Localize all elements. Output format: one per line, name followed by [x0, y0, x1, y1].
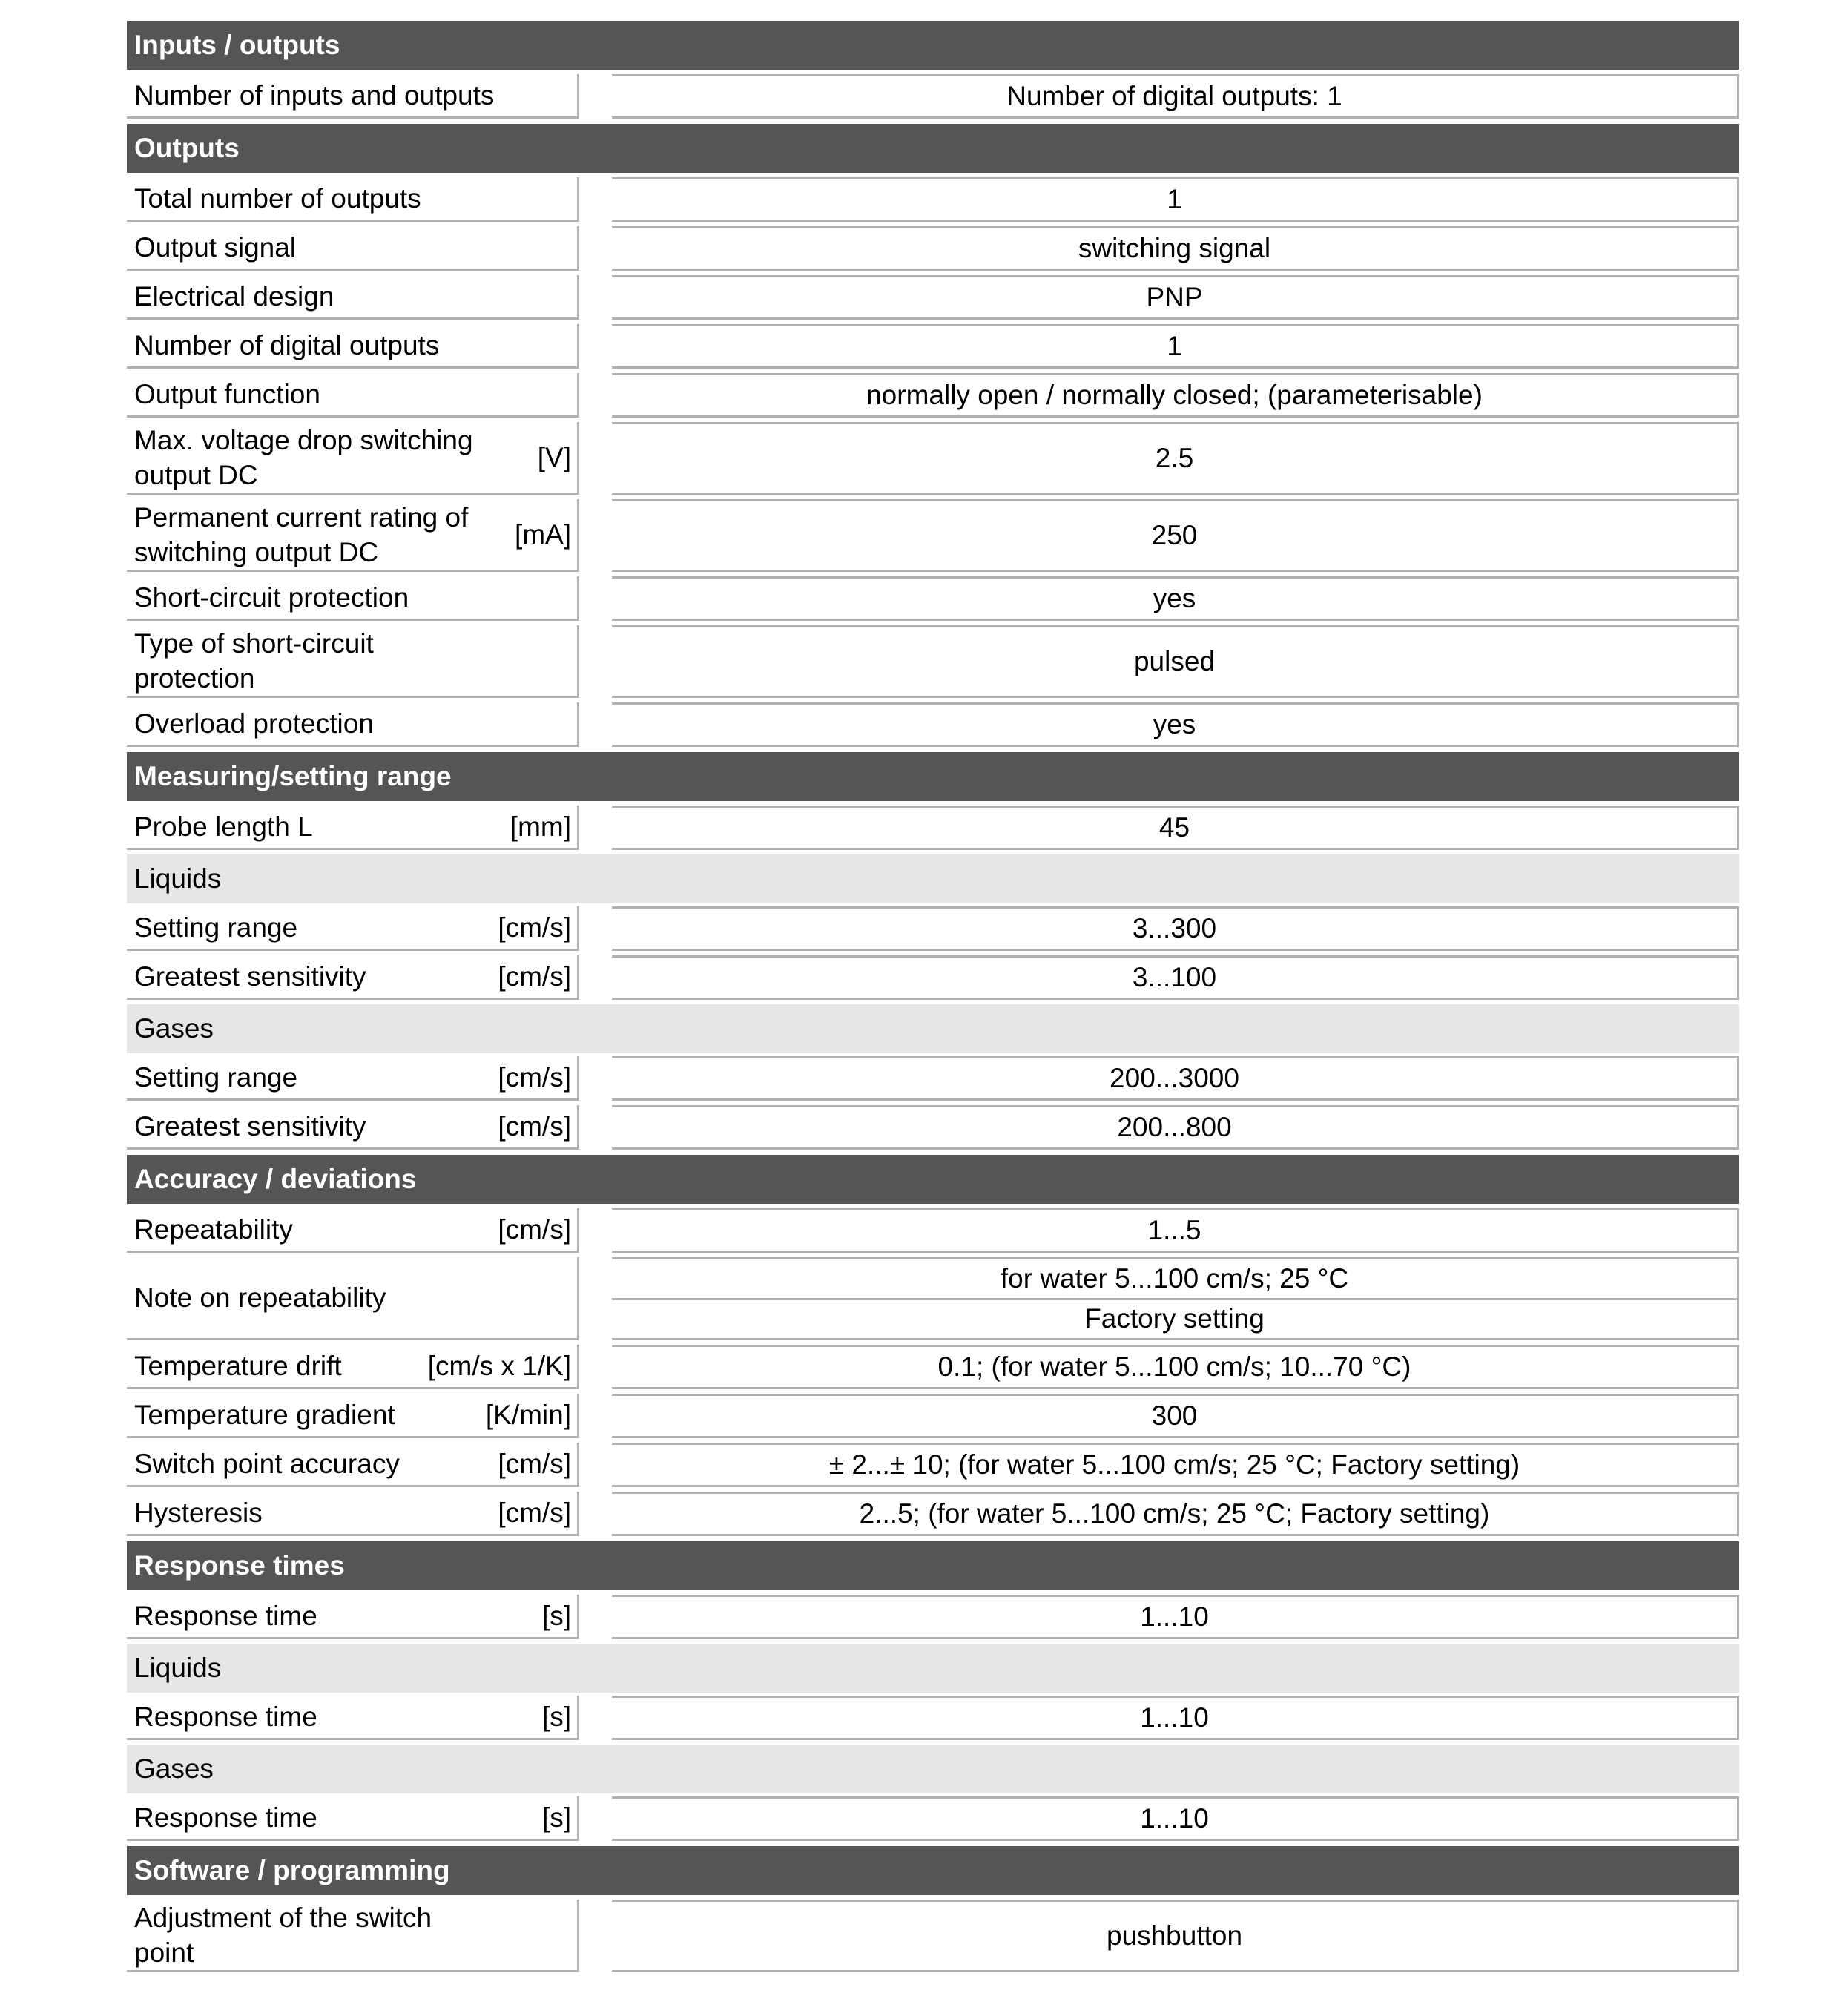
spec-row-liquids-response-time	[127, 1696, 1739, 1740]
spec-unit: [V]	[537, 442, 571, 472]
section-header-response-times: Response times	[127, 1541, 1739, 1590]
spec-row-short-circuit	[127, 576, 1739, 621]
spec-row-gases-response-time	[127, 1796, 1739, 1841]
spec-label: Total number of outputs	[134, 183, 421, 214]
section-header-software: Software / programming	[127, 1846, 1739, 1895]
spec-unit: [cm/s]	[498, 961, 571, 992]
spec-label: Short-circuit protection	[134, 582, 409, 613]
spec-row-output-function	[127, 373, 1739, 418]
spec-label: Note on repeatability	[134, 1282, 386, 1313]
spec-label: Switch point accuracy	[134, 1449, 400, 1479]
spec-value: switching signal	[612, 226, 1739, 271]
spec-label: Adjustment of the switch point	[134, 1902, 432, 1968]
spec-value: 1	[612, 177, 1739, 222]
spec-label: Number of digital outputs	[134, 330, 440, 360]
spec-unit: [mA]	[514, 519, 571, 550]
spec-unit: [K/min]	[485, 1400, 571, 1430]
spec-unit: [s]	[541, 1802, 571, 1833]
spec-value: 2.5	[612, 422, 1739, 495]
spec-row-switch-adjust	[127, 1900, 1739, 1972]
spec-label: Max. voltage drop switching output DC	[134, 424, 473, 490]
spec-value: PNP	[612, 275, 1739, 320]
spec-value: 45	[612, 806, 1739, 850]
spec-value: Factory setting	[612, 1300, 1739, 1341]
spec-unit: [s]	[541, 1702, 571, 1732]
spec-label-cell	[127, 74, 579, 119]
spec-unit: [cm/s]	[498, 1214, 571, 1245]
spec-value: yes	[612, 702, 1739, 747]
spec-row-switch-accuracy	[127, 1443, 1739, 1487]
subheader-liquids: Liquids	[127, 854, 1739, 903]
spec-value: ± 2...± 10; (for water 5...100 cm/s; 25 °C; Factory setting)	[612, 1443, 1739, 1487]
subheader-gases: Gases	[127, 1745, 1739, 1793]
spec-label: Temperature gradient	[134, 1400, 395, 1430]
spec-value: 2...5; (for water 5...100 cm/s; 25 °C; Factory setting)	[612, 1492, 1739, 1536]
spec-row-hysteresis	[127, 1492, 1739, 1536]
section-header-outputs: Outputs	[127, 124, 1739, 173]
spec-row-digital-outputs	[127, 324, 1739, 369]
spec-label: Response time	[134, 1601, 317, 1631]
spec-unit: [cm/s]	[498, 1498, 571, 1528]
spec-value: 250	[612, 499, 1739, 572]
spec-sheet	[127, 21, 1739, 1977]
spec-label: Overload protection	[134, 708, 374, 739]
spec-row-total-outputs	[127, 177, 1739, 222]
spec-value: 0.1; (for water 5...100 cm/s; 10...70 °C)	[612, 1345, 1739, 1389]
spec-row-repeatability-note	[127, 1257, 1739, 1340]
subheader-liquids: Liquids	[127, 1644, 1739, 1693]
spec-value: 1	[612, 324, 1739, 369]
spec-value: 3...100	[612, 955, 1739, 1000]
spec-label: Greatest sensitivity	[134, 961, 366, 992]
spec-unit: [cm/s]	[498, 1111, 571, 1142]
spec-label: Setting range	[134, 912, 298, 943]
spec-value: for water 5...100 cm/s; 25 °C	[612, 1257, 1739, 1300]
spec-value: 3...300	[612, 906, 1739, 951]
spec-row-output-signal	[127, 226, 1739, 271]
spec-label: Setting range	[134, 1062, 298, 1093]
spec-label: Number of inputs and outputs	[134, 80, 495, 111]
section-header-measuring-range: Measuring/setting range	[127, 752, 1739, 801]
spec-label: Hysteresis	[134, 1498, 263, 1528]
spec-label: Probe length L	[134, 811, 313, 842]
subheader-gases: Gases	[127, 1004, 1739, 1053]
spec-unit: [cm/s]	[498, 1449, 571, 1479]
spec-value: 200...800	[612, 1105, 1739, 1150]
spec-value: 1...10	[612, 1796, 1739, 1841]
spec-row-voltage-drop	[127, 422, 1739, 495]
spec-label: Output signal	[134, 232, 297, 263]
spec-row-gases-setting-range	[127, 1056, 1739, 1101]
spec-unit: [cm/s]	[498, 1062, 571, 1093]
spec-value: yes	[612, 576, 1739, 621]
spec-value: 300	[612, 1394, 1739, 1438]
section-header-inputs-outputs: Inputs / outputs	[127, 21, 1739, 70]
spec-value: pushbutton	[612, 1900, 1739, 1972]
spec-value: normally open / normally closed; (parameterisable)	[612, 373, 1739, 418]
section-header-accuracy: Accuracy / deviations	[127, 1155, 1739, 1204]
spec-label: Repeatability	[134, 1214, 293, 1245]
spec-row-io-number	[127, 74, 1739, 119]
spec-label: Output function	[134, 379, 320, 409]
spec-value: pulsed	[612, 625, 1739, 698]
spec-value: 1...10	[612, 1595, 1739, 1639]
spec-row-temp-drift	[127, 1345, 1739, 1389]
spec-label: Response time	[134, 1802, 317, 1833]
spec-value: 1...10	[612, 1696, 1739, 1740]
spec-value: 200...3000	[612, 1056, 1739, 1101]
spec-row-gases-sensitivity	[127, 1105, 1739, 1150]
spec-label: Electrical design	[134, 281, 334, 312]
spec-label: Type of short-circuit protection	[134, 627, 374, 694]
spec-row-current-rating	[127, 499, 1739, 572]
spec-row-overload	[127, 702, 1739, 747]
spec-unit: [mm]	[510, 811, 571, 842]
spec-unit: [cm/s x 1/K]	[427, 1351, 571, 1381]
spec-label: Greatest sensitivity	[134, 1111, 366, 1142]
spec-row-response-time	[127, 1595, 1739, 1639]
spec-value: Number of digital outputs: 1	[612, 74, 1739, 119]
spec-value: 1...5	[612, 1208, 1739, 1253]
spec-row-liquids-setting-range	[127, 906, 1739, 951]
spec-label: Response time	[134, 1702, 317, 1732]
spec-row-electrical-design	[127, 275, 1739, 320]
spec-label: Permanent current rating of switching output DC	[134, 501, 469, 567]
spec-label: Temperature drift	[134, 1351, 342, 1381]
spec-row-liquids-sensitivity	[127, 955, 1739, 1000]
spec-unit: [cm/s]	[498, 912, 571, 943]
spec-unit: [s]	[541, 1601, 571, 1631]
spec-row-probe-length	[127, 806, 1739, 850]
spec-row-repeatability	[127, 1208, 1739, 1253]
spec-row-temp-gradient	[127, 1394, 1739, 1438]
spec-value-stack	[612, 1257, 1739, 1340]
spec-row-short-circuit-type	[127, 625, 1739, 698]
